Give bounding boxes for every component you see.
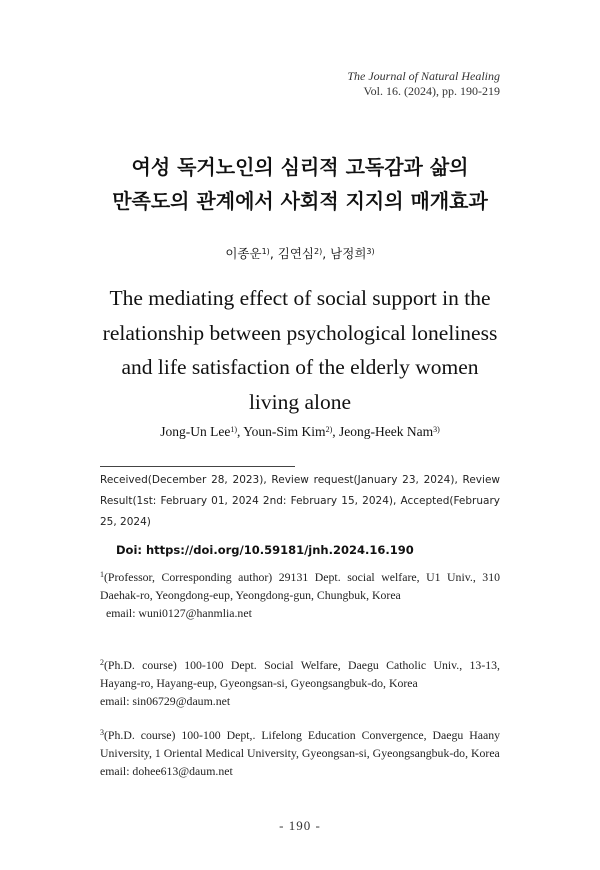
journal-header: [347, 69, 500, 99]
author-mark: 1): [261, 247, 270, 256]
affiliation-text: (Ph.D. course) 100-100 Dept,. Lifelong Education Convergence, Daegu Haany University, 1 Oriental Medical University, Gyeongsan-si, Gyeongsangbuk-do, Korea: [100, 728, 500, 760]
email-address[interactable]: email: wuni0127@hanmlia.net: [106, 606, 252, 620]
email-address[interactable]: email: sin06729@daum.net: [100, 694, 231, 708]
affiliation-3: [100, 724, 500, 780]
author-name: Jong-Un Lee: [160, 424, 231, 439]
english-title: [0, 281, 600, 419]
affiliation-mark: 1: [100, 570, 104, 579]
english-title-line: The mediating effect of social support in the: [109, 286, 491, 310]
korean-title-line: 만족도의 관계에서 사회적 지지의 매개효과: [112, 189, 488, 213]
email-address[interactable]: email: dohee613@daum.net: [100, 764, 233, 778]
author-name: 이종운: [225, 246, 262, 261]
affiliation-2: [100, 654, 500, 710]
page-number: - 190 -: [279, 818, 321, 833]
korean-title: [0, 150, 600, 218]
author-mark: 2): [314, 247, 323, 256]
affiliation-1: [100, 566, 500, 622]
author-name: 김연심: [277, 246, 314, 261]
korean-authors: 이종운$^{1)}$, 김연심$^{2)}$, 남정희$^{3)}$: [225, 246, 375, 261]
affiliation-mark: 2: [100, 658, 104, 667]
affiliation-text: (Professor, Corresponding author) 29131 Dept. social welfare, U1 Univ., 310 Daehak-ro, Yeongdong-eup, Yeongdong-gun, Chungbuk, Korea: [100, 570, 500, 602]
english-title-line: and life satisfaction of the elderly women: [121, 355, 479, 379]
author-name: Jeong-Heek Nam: [338, 424, 434, 439]
affiliation-mark: 3: [100, 728, 104, 737]
author-mark: 2): [325, 425, 333, 434]
author-mark: 3): [366, 247, 375, 256]
english-title-line: living alone: [248, 389, 352, 414]
author-mark: 3): [433, 425, 440, 434]
author-name: Youn-Sim Kim: [243, 424, 326, 439]
journal-name: The Journal of Natural Healing: [347, 69, 500, 83]
author-name: 남정희: [330, 246, 367, 261]
doi-link[interactable]: Doi: https://doi.org/10.59181/jnh.2024.16.190: [116, 543, 414, 557]
english-title-line: relationship between psychological loneliness: [102, 320, 498, 345]
footnote-divider: [100, 466, 295, 467]
korean-title-line: 여성 독거노인의 심리적 고독감과 삶의: [131, 155, 469, 179]
received-dates: Received(December 28, 2023), Review request(January 23, 2024), Review Result(1st: February 01, 2024 2nd: February 15, 2024), Accepted(February 25, 2024): [100, 474, 500, 528]
author-mark: 1): [230, 425, 238, 434]
journal-volume: Vol. 16. (2024), pp. 190-219: [363, 84, 500, 98]
english-authors: Jong-Un Lee$^{1)}$, Youn-Sim Kim$^{2)}$, Jeong-Heek Nam$^{3)}$: [160, 424, 440, 439]
affiliation-text: (Ph.D. course) 100-100 Dept. Social Welfare, Daegu Catholic Univ., 13-13, Hayang-ro, Hayang-eup, Gyeongsan-si, Gyeongsangbuk-do, Korea: [100, 658, 500, 690]
